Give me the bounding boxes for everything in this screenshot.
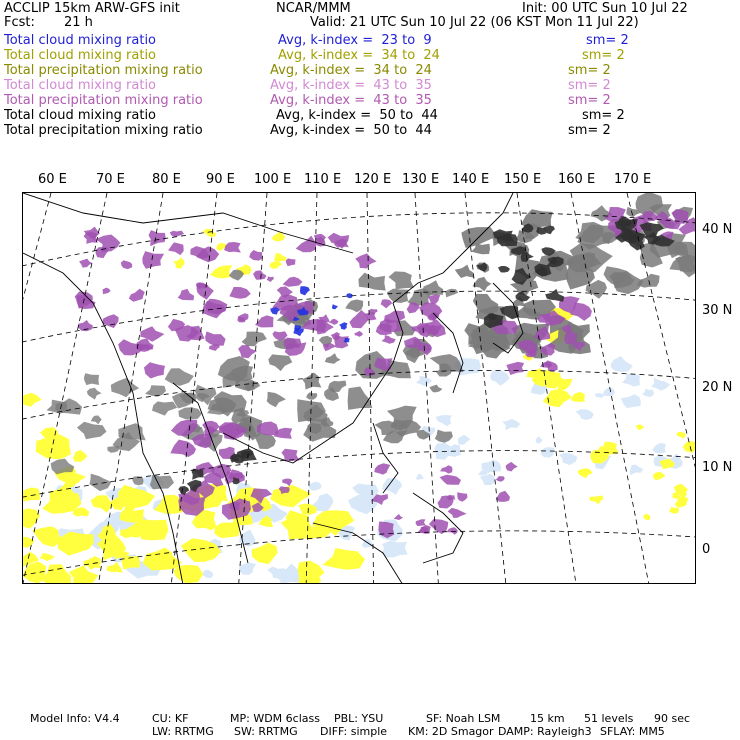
purple-cloud-patch <box>249 250 263 261</box>
gray-cloud-patch <box>77 422 107 440</box>
light-cloud-patch <box>651 378 670 391</box>
purple-cloud-patch <box>448 508 467 518</box>
purple-cloud-patch <box>382 335 396 344</box>
yellow-cloud-patch <box>73 450 87 462</box>
footer-sw: SW: RRTMG <box>234 725 298 738</box>
yellow-cloud-patch <box>683 441 696 452</box>
yellow-cloud-patch <box>174 565 204 583</box>
gray-cloud-patch <box>472 277 491 292</box>
yellow-cloud-patch <box>274 253 287 263</box>
lon-label-170: 170 E <box>614 172 652 187</box>
purple-cloud-patch <box>349 310 368 328</box>
footer-damp: DAMP: Rayleigh3 <box>498 725 592 738</box>
legend-k-index: Avg, k-index = 43 to 35 <box>270 78 432 93</box>
purple-cloud-patch <box>440 475 461 485</box>
purple-cloud-patch <box>394 514 403 520</box>
purple-cloud-patch <box>506 462 518 472</box>
lon-label-120: 120 E <box>354 172 392 187</box>
yellow-cloud-patch <box>32 526 61 547</box>
purple-cloud-patch <box>286 258 296 266</box>
fcst-value: 21 h <box>64 15 93 30</box>
purple-cloud-patch <box>224 242 241 253</box>
gray-cloud-patch <box>51 459 75 475</box>
lon-label-110: 110 E <box>304 172 342 187</box>
yellow-cloud-patch <box>40 553 55 561</box>
legend-smoothing: sm= 2 <box>568 93 611 108</box>
purple-cloud-patch <box>447 527 458 534</box>
yellow-cloud-patch <box>252 543 277 565</box>
purple-cloud-patch <box>282 479 292 487</box>
light-cloud-patch <box>621 394 641 408</box>
light-cloud-patch <box>536 436 543 443</box>
gray-cloud-patch <box>358 273 385 291</box>
light-cloud-patch <box>603 387 615 397</box>
gray-cloud-patch <box>348 387 373 410</box>
footer-pbl: PBL: YSU <box>334 712 384 725</box>
gray-cloud-patch <box>242 332 267 347</box>
lat-label-0: 0 <box>702 542 711 557</box>
light-cloud-patch <box>622 374 640 387</box>
gray-cloud-patch <box>268 354 292 371</box>
footer-mp: MP: WDM 6class <box>230 712 320 725</box>
yellow-cloud-patch <box>23 393 42 407</box>
light-cloud-patch <box>642 389 654 398</box>
legend-smoothing: sm= 2 <box>568 63 611 78</box>
light-cloud-patch <box>309 482 322 491</box>
lon-label-130: 130 E <box>402 172 440 187</box>
gray-cloud-patch <box>389 271 415 289</box>
blue-cloud-patch <box>300 286 310 295</box>
lon-label-150: 150 E <box>504 172 542 187</box>
gray-cloud-patch <box>178 407 202 419</box>
yellow-cloud-patch <box>322 548 365 570</box>
legend-k-index: Avg, k-index = 50 to 44 <box>276 108 438 123</box>
light-cloud-patch <box>458 435 470 445</box>
purple-cloud-patch <box>329 319 339 325</box>
yellow-cloud-patch <box>173 257 185 268</box>
yellow-cloud-patch <box>653 472 665 481</box>
yellow-cloud-patch <box>122 555 140 570</box>
lon-label-140: 140 E <box>452 172 490 187</box>
light-cloud-patch <box>416 376 432 386</box>
yellow-cloud-patch <box>281 517 315 539</box>
map-panel <box>22 192 696 584</box>
gray-cloud-patch <box>423 280 443 296</box>
gray-cloud-patch <box>89 474 111 492</box>
purple-cloud-patch <box>102 288 111 295</box>
gray-cloud-patch <box>150 475 174 489</box>
lat-label-30: 30 N <box>702 303 733 318</box>
yellow-cloud-patch <box>571 392 585 402</box>
legend-field-name: Total cloud mixing ratio <box>4 78 157 93</box>
footer-lw: LW: RRTMG <box>152 725 214 738</box>
light-cloud-patch <box>502 419 520 430</box>
purple-cloud-patch <box>457 492 467 501</box>
gray-cloud-patch <box>435 430 453 443</box>
cloud-field <box>23 193 696 584</box>
gray-cloud-patch <box>267 392 286 408</box>
purple-cloud-patch <box>238 345 257 358</box>
lat-label-10: 10 N <box>702 460 733 475</box>
legend-k-index: Avg, k-index = 43 to 35 <box>270 93 432 108</box>
gray-cloud-patch <box>111 378 139 397</box>
purple-cloud-patch <box>296 236 316 253</box>
yellow-cloud-patch <box>669 507 679 514</box>
gray-cloud-patch <box>445 289 458 298</box>
purple-cloud-patch <box>496 491 510 502</box>
legend-field-name: Total precipitation mixing ratio <box>4 123 203 138</box>
legend-k-index: Avg, k-index = 34 to 24 <box>270 63 432 78</box>
lon-label-90: 90 E <box>206 172 235 187</box>
light-cloud-patch <box>490 370 510 386</box>
lon-label-80: 80 E <box>152 172 181 187</box>
init-time: Init: 00 UTC Sun 10 Jul 22 <box>522 1 688 16</box>
light-cloud-patch <box>541 447 555 458</box>
yellow-cloud-patch <box>589 496 603 505</box>
lon-label-160: 160 E <box>558 172 596 187</box>
purple-cloud-patch <box>253 270 266 279</box>
gray-cloud-patch <box>84 373 99 385</box>
light-cloud-patch <box>348 492 378 514</box>
yellow-cloud-patch <box>676 432 685 439</box>
yellow-cloud-patch <box>23 487 40 501</box>
light-cloud-patch <box>416 474 424 480</box>
purple-cloud-patch <box>129 289 145 302</box>
legend-smoothing: sm= 2 <box>586 33 629 48</box>
valid-time: Valid: 21 UTC Sun 10 Jul 22 (06 KST Mon 11 Jul 22) <box>310 15 639 30</box>
footer-model-info: Model Info: V4.4 <box>30 712 120 725</box>
gray-cloud-patch <box>455 265 475 278</box>
light-cloud-patch <box>277 564 300 584</box>
legend-field-name: Total cloud mixing ratio <box>4 33 157 48</box>
light-cloud-patch <box>480 474 495 485</box>
purple-cloud-patch <box>229 287 251 299</box>
light-cloud-patch <box>652 443 666 453</box>
yellow-cloud-patch <box>107 562 123 573</box>
light-cloud-patch <box>436 415 452 426</box>
footer-timestep: 90 sec <box>654 712 691 725</box>
purple-cloud-patch <box>564 332 577 345</box>
lat-label-40: 40 N <box>702 222 733 237</box>
yellow-cloud-patch <box>23 508 40 529</box>
fcst-label: Fcst: <box>4 15 35 30</box>
lon-label-60: 60 E <box>38 172 67 187</box>
purple-cloud-patch <box>121 260 132 269</box>
footer-km: KM: 2D Smagor <box>408 725 494 738</box>
dark-cloud-patch <box>498 266 510 273</box>
light-cloud-patch <box>239 563 256 575</box>
gray-cloud-patch <box>87 388 102 400</box>
legend-smoothing: sm= 2 <box>568 78 611 93</box>
purple-cloud-patch <box>168 242 184 255</box>
yellow-cloud-patch <box>210 265 232 278</box>
map-canvas <box>23 193 696 584</box>
legend-smoothing: sm= 2 <box>582 108 625 123</box>
purple-cloud-patch <box>149 230 166 246</box>
lon-label-100: 100 E <box>254 172 292 187</box>
purple-cloud-patch <box>76 295 95 309</box>
gray-cloud-patch <box>429 385 442 393</box>
yellow-cloud-patch <box>635 424 644 430</box>
gray-cloud-patch <box>145 385 166 397</box>
purple-cloud-patch <box>205 331 226 345</box>
light-cloud-patch <box>576 409 594 420</box>
footer-diff: DIFF: simple <box>320 725 388 738</box>
legend-smoothing: sm= 2 <box>582 48 625 63</box>
model-title: ACCLIP 15km ARW-GFS init <box>4 1 180 16</box>
purple-cloud-patch <box>438 496 454 509</box>
legend-k-index: Avg, k-index = 23 to 9 <box>278 33 432 48</box>
footer-sflay: SFLAY: MM5 <box>600 725 665 738</box>
gray-cloud-patch <box>152 401 177 415</box>
legend-field-name: Total precipitation mixing ratio <box>4 63 203 78</box>
purple-cloud-patch <box>79 259 93 268</box>
light-cloud-patch <box>559 453 577 465</box>
legend-k-index: Avg, k-index = 50 to 44 <box>270 123 432 138</box>
legend-field-name: Total cloud mixing ratio <box>4 48 157 63</box>
purple-cloud-patch <box>355 253 376 268</box>
yellow-cloud-patch <box>69 565 98 584</box>
purple-cloud-patch <box>374 463 390 474</box>
gray-cloud-patch <box>325 353 341 364</box>
footer-levels: 51 levels <box>584 712 634 725</box>
blue-cloud-patch <box>332 304 338 309</box>
purple-cloud-patch <box>178 289 195 300</box>
legend-field-name: Total cloud mixing ratio <box>4 108 157 123</box>
org-label: NCAR/MMM <box>276 1 351 16</box>
footer-resolution: 15 km <box>530 712 565 725</box>
yellow-cloud-patch <box>643 514 650 521</box>
light-cloud-patch <box>611 356 633 372</box>
purple-cloud-patch <box>506 362 524 375</box>
footer-cu: CU: KF <box>152 712 189 725</box>
light-cloud-patch <box>630 465 644 476</box>
purple-cloud-patch <box>283 277 303 287</box>
purple-cloud-patch <box>144 362 165 378</box>
purple-cloud-patch <box>496 476 505 482</box>
purple-cloud-patch <box>170 440 196 457</box>
lat-label-20: 20 N <box>702 380 733 395</box>
purple-cloud-patch <box>281 449 299 462</box>
gray-cloud-patch <box>165 368 194 386</box>
footer-sf: SF: Noah LSM <box>426 712 501 725</box>
purple-cloud-patch <box>142 251 164 269</box>
purple-cloud-patch <box>381 299 393 308</box>
legend-field-name: Total precipitation mixing ratio <box>4 93 203 108</box>
legend-smoothing: sm= 2 <box>568 123 611 138</box>
yellow-cloud-patch <box>203 229 217 237</box>
lon-label-70: 70 E <box>96 172 125 187</box>
purple-cloud-patch <box>354 331 363 337</box>
light-cloud-patch <box>203 570 214 579</box>
purple-cloud-patch <box>267 276 274 282</box>
gray-cloud-patch <box>91 415 102 424</box>
gray-cloud-patch <box>345 300 363 313</box>
blue-cloud-patch <box>339 322 347 330</box>
yellow-cloud-patch <box>577 468 592 478</box>
purple-cloud-patch <box>440 465 453 473</box>
legend-k-index: Avg, k-index = 34 to 24 <box>278 48 440 63</box>
longitude-line <box>367 193 374 584</box>
purple-cloud-patch <box>416 519 426 526</box>
